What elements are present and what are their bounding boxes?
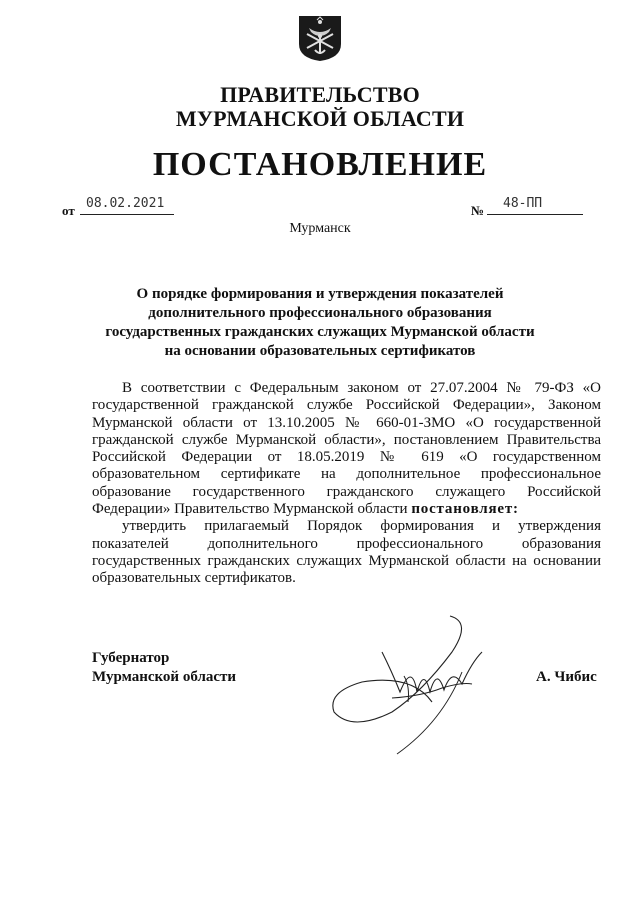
- city-label: Мурманск: [289, 221, 351, 236]
- date-underline: [80, 213, 174, 215]
- resolve-word: постановляет:: [411, 501, 519, 518]
- government-title-line2: МУРМАНСКОЙ ОБЛАСТИ: [175, 106, 465, 131]
- subject-line4: на основании образовательных сертификатов: [164, 343, 476, 359]
- government-title-line1: ПРАВИТЕЛЬСТВО: [220, 82, 420, 107]
- document-number: 48-ПП: [503, 196, 543, 211]
- preamble-text: В соответствии с Федеральным законом от 27.07.2004 № 79-ФЗ «О государственной гражданской службе Российской Федерации», Законом Мурманской области от 13.10.2005 № 660-01-ЗМО «О государственной гражданской службе Мурманской области», постановлением Правительства Российской Федерации от 18.05.2019 № 619 «О государственном образовательном сертификате на дополнительное профессиональное образование государственного гражданского служащего Российской Федерации» Правительство Мурманской области: [92, 380, 601, 518]
- subject-line1: О порядке формирования и утверждения показателей: [136, 286, 504, 302]
- decree-subject: [100, 285, 540, 361]
- subject-line3: государственных гражданских служащих Мурманской области: [105, 324, 535, 340]
- preamble-paragraph: [92, 380, 601, 518]
- document-date: 08.02.2021: [86, 196, 165, 211]
- signer-position: [92, 649, 236, 687]
- number-underline: [487, 213, 583, 215]
- signer-name: А. Чибис: [536, 669, 597, 685]
- subject-line2: дополнительного профессионального образования: [148, 305, 492, 321]
- signer-position-line1: Губернатор: [92, 650, 170, 666]
- signer-position-line2: Мурманской области: [92, 669, 237, 685]
- coat-of-arms-icon: [297, 14, 343, 62]
- decree-body: [92, 380, 601, 588]
- date-prefix-label: от: [62, 203, 75, 218]
- number-prefix-label: №: [471, 203, 485, 218]
- handwritten-signature: [322, 612, 502, 762]
- resolution-paragraph: утвердить прилагаемый Порядок формирования и утверждения показателей дополнительного профессионального образования государственных гражданских служащих Мурманской области на основании образовательных сертификатов.: [92, 518, 601, 587]
- document-type-title: ПОСТАНОВЛЕНИЕ: [152, 146, 488, 183]
